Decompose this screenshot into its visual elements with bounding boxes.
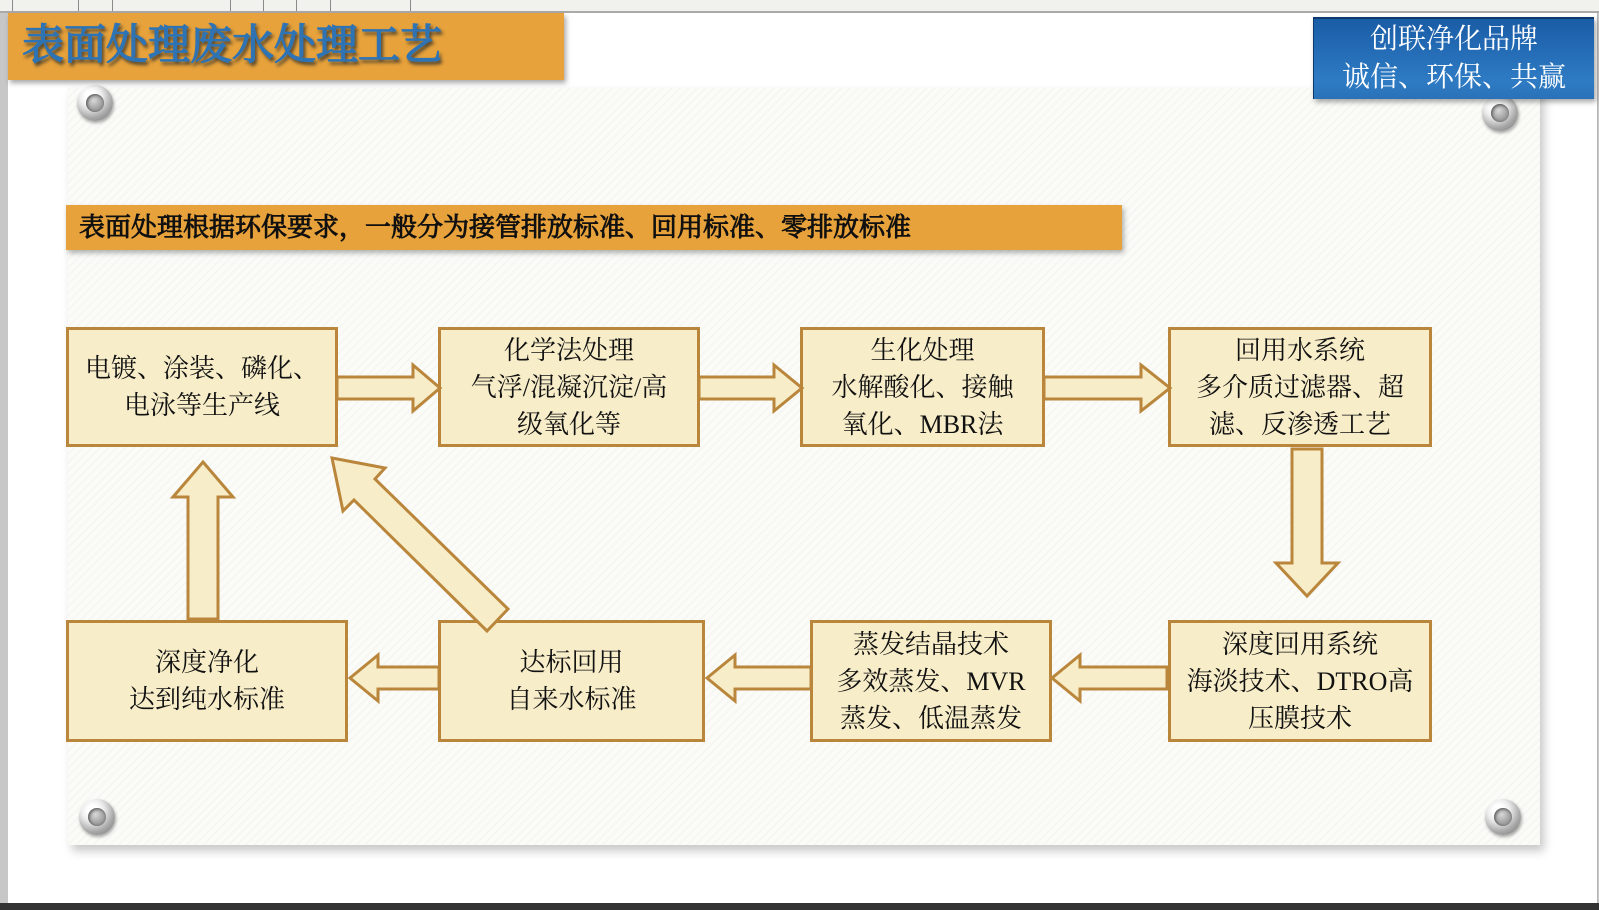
grommet-icon [79, 799, 115, 835]
flow-box-standard-reuse[interactable] [438, 620, 705, 742]
subtitle-text: 表面处理根据环保要求，一般分为接管排放标准、回用标准、零排放标准 [79, 212, 912, 242]
flow-box-line: 自来水标准 [506, 685, 637, 714]
top-strip [0, 0, 1599, 13]
grommet-icon [77, 85, 113, 121]
flow-box-line: 生化处理 [870, 335, 975, 365]
cell-divider [230, 0, 231, 11]
cell-divider [296, 0, 297, 11]
flow-box-deep-purification[interactable] [66, 620, 348, 742]
flow-box-line: 级氧化等 [516, 409, 621, 439]
flow-box-evaporation-crystallization[interactable] [810, 620, 1052, 742]
grommet-icon [1485, 799, 1521, 835]
flow-box-line: 海淡技术、DTRO高 [1186, 666, 1414, 696]
flow-box-line: 水解酸化、接触 [831, 372, 1014, 402]
flow-box-line: 深度回用系统 [1221, 629, 1378, 659]
subtitle-banner[interactable] [66, 205, 1122, 250]
grommet-icon [1482, 95, 1518, 131]
flow-box-biochemical-treatment[interactable] [800, 327, 1045, 447]
flow-box-line: 回用水系统 [1234, 335, 1365, 365]
cell-divider [263, 0, 264, 11]
flow-box-line: 电泳等生产线 [123, 391, 280, 420]
flow-box-line: 深度净化 [154, 648, 259, 677]
flow-box-deep-reuse-system[interactable] [1168, 620, 1432, 742]
cell-divider [12, 0, 13, 11]
slide-title-bar[interactable] [8, 13, 564, 80]
flow-box-line: 达到纯水标准 [128, 685, 285, 714]
flow-box-line: 蒸发、低温蒸发 [839, 703, 1022, 733]
flow-box-line: 滤、反渗透工艺 [1208, 409, 1391, 439]
flow-box-line: 压膜技术 [1247, 703, 1352, 733]
flow-box-line: 多介质过滤器、超 [1195, 372, 1404, 402]
cell-divider [330, 0, 331, 11]
cell-divider [410, 0, 411, 11]
flow-box-reuse-water-system[interactable] [1168, 327, 1432, 447]
flow-box-line: 氧化、MBR法 [841, 409, 1004, 439]
brand-banner[interactable] [1313, 17, 1594, 99]
flow-box-line: 蒸发结晶技术 [852, 629, 1009, 659]
flow-box-line: 多效蒸发、MVR [836, 666, 1026, 696]
bottom-edge [0, 903, 1599, 910]
slide-title: 表面处理废水处理工艺 [22, 23, 443, 69]
brand-line1: 创联净化品牌 [1369, 24, 1538, 55]
flow-box-line: 化学法处理 [503, 335, 634, 365]
flow-box-chemical-treatment[interactable] [438, 327, 700, 447]
cell-divider [112, 0, 113, 11]
flow-box-production-lines[interactable] [66, 327, 338, 447]
flow-box-line: 气浮/混凝沉淀/高 [470, 372, 668, 402]
cell-divider [78, 0, 79, 11]
brand-line2: 诚信、环保、共赢 [1341, 62, 1566, 93]
flow-box-line: 电镀、涂装、磷化、 [84, 354, 319, 383]
flow-box-line: 达标回用 [519, 648, 624, 677]
